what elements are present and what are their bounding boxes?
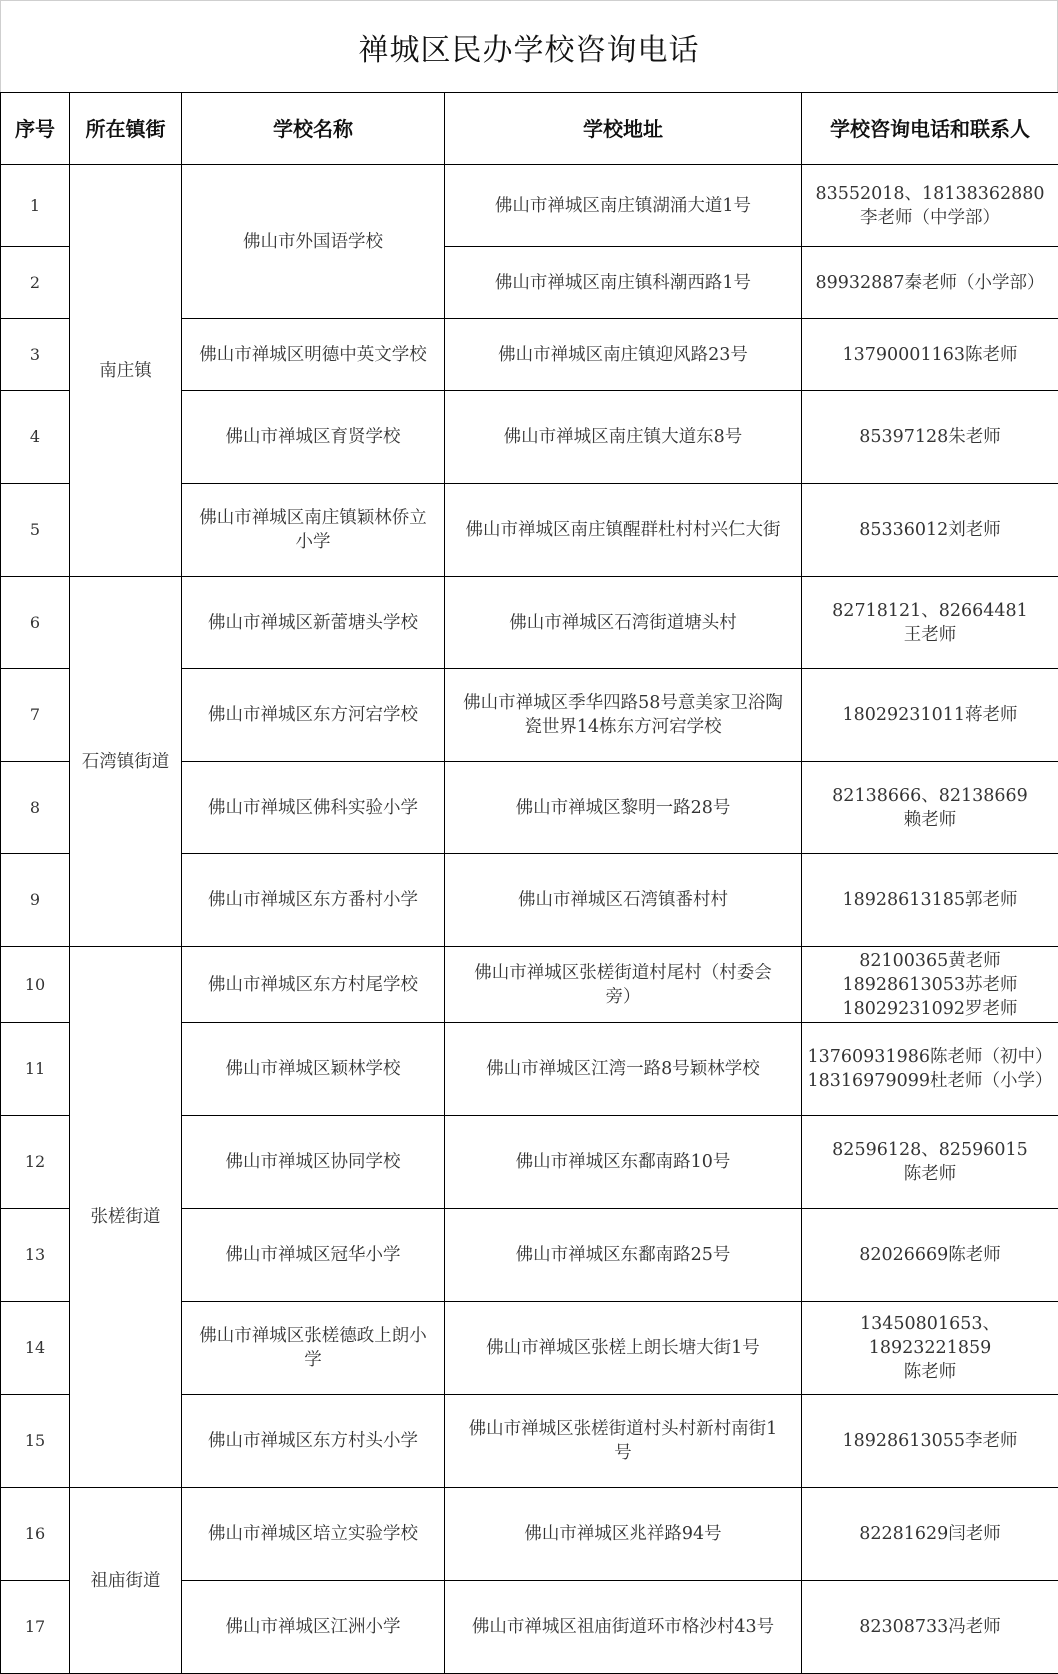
contact-cell: 18928613055李老师	[802, 1395, 1058, 1488]
contact-cell: 89932887秦老师（小学部）	[802, 247, 1058, 319]
row-index: 6	[1, 577, 70, 669]
table-row	[1, 947, 1058, 1023]
header-row	[1, 93, 1058, 165]
row-index: 12	[1, 1116, 70, 1209]
header-address: 学校地址	[445, 93, 802, 165]
row-index: 4	[1, 391, 70, 484]
contact-cell: 85397128朱老师	[802, 391, 1058, 484]
address-cell: 佛山市禅城区石湾镇番村村	[445, 854, 802, 947]
header-index: 序号	[1, 93, 70, 165]
row-index: 16	[1, 1488, 70, 1581]
address-cell: 佛山市禅城区东鄱南路25号	[445, 1209, 802, 1302]
contact-cell: 82596128、82596015 陈老师	[802, 1116, 1058, 1209]
address-cell: 佛山市禅城区黎明一路28号	[445, 762, 802, 854]
row-index: 14	[1, 1302, 70, 1395]
address-cell: 佛山市禅城区南庄镇科潮西路1号	[445, 247, 802, 319]
row-index: 13	[1, 1209, 70, 1302]
contact-cell: 82718121、82664481 王老师	[802, 577, 1058, 669]
address-cell: 佛山市禅城区东鄱南路10号	[445, 1116, 802, 1209]
address-cell: 佛山市禅城区石湾街道塘头村	[445, 577, 802, 669]
header-school-name: 学校名称	[182, 93, 445, 165]
row-index: 17	[1, 1581, 70, 1674]
address-cell: 佛山市禅城区祖庙街道环市格沙村43号	[445, 1581, 802, 1674]
row-index: 3	[1, 319, 70, 391]
row-index: 9	[1, 854, 70, 947]
school-name-cell: 佛山市外国语学校	[182, 165, 445, 319]
address-cell: 佛山市禅城区张槎街道村尾村（村委会 旁）	[445, 947, 802, 1023]
town-cell: 南庄镇	[70, 165, 182, 577]
row-index: 2	[1, 247, 70, 319]
row-index: 15	[1, 1395, 70, 1488]
row-index: 11	[1, 1023, 70, 1116]
table-row	[1, 1488, 1058, 1581]
row-index: 10	[1, 947, 70, 1023]
school-name-cell: 佛山市禅城区南庄镇颖林侨立 小学	[182, 484, 445, 577]
contact-cell: 82138666、82138669 赖老师	[802, 762, 1058, 854]
contact-cell: 82100365黄老师 18928613053苏老师 18029231092罗老师	[802, 947, 1058, 1023]
table-row	[1, 577, 1058, 669]
header-contact: 学校咨询电话和联系人	[802, 93, 1058, 165]
contact-cell: 13790001163陈老师	[802, 319, 1058, 391]
table-row	[1, 165, 1058, 247]
address-cell: 佛山市禅城区南庄镇湖涌大道1号	[445, 165, 802, 247]
school-name-cell: 佛山市禅城区协同学校	[182, 1116, 445, 1209]
school-name-cell: 佛山市禅城区东方村尾学校	[182, 947, 445, 1023]
school-name-cell: 佛山市禅城区颖林学校	[182, 1023, 445, 1116]
contact-cell: 82308733冯老师	[802, 1581, 1058, 1674]
school-name-cell: 佛山市禅城区明德中英文学校	[182, 319, 445, 391]
contact-cell: 13450801653、18923221859 陈老师	[802, 1302, 1058, 1395]
school-name-cell: 佛山市禅城区东方河宕学校	[182, 669, 445, 762]
school-name-cell: 佛山市禅城区张槎德政上朗小 学	[182, 1302, 445, 1395]
school-name-cell: 佛山市禅城区佛科实验小学	[182, 762, 445, 854]
town-cell: 祖庙街道	[70, 1488, 182, 1674]
school-name-cell: 佛山市禅城区冠华小学	[182, 1209, 445, 1302]
row-index: 8	[1, 762, 70, 854]
contact-cell: 18928613185郭老师	[802, 854, 1058, 947]
school-name-cell: 佛山市禅城区培立实验学校	[182, 1488, 445, 1581]
row-index: 7	[1, 669, 70, 762]
school-table	[0, 92, 1058, 1674]
contact-cell: 82281629闫老师	[802, 1488, 1058, 1581]
town-cell: 石湾镇街道	[70, 577, 182, 947]
sheet-title: 禅城区民办学校咨询电话	[0, 0, 1058, 92]
contact-cell: 85336012刘老师	[802, 484, 1058, 577]
address-cell: 佛山市禅城区季华四路58号意美家卫浴陶 瓷世界14栋东方河宕学校	[445, 669, 802, 762]
town-cell: 张槎街道	[70, 947, 182, 1488]
address-cell: 佛山市禅城区南庄镇醒群杜村村兴仁大街	[445, 484, 802, 577]
contact-cell: 83552018、18138362880 李老师（中学部）	[802, 165, 1058, 247]
address-cell: 佛山市禅城区江湾一路8号颖林学校	[445, 1023, 802, 1116]
row-index: 5	[1, 484, 70, 577]
school-name-cell: 佛山市禅城区东方番村小学	[182, 854, 445, 947]
address-cell: 佛山市禅城区南庄镇迎风路23号	[445, 319, 802, 391]
address-cell: 佛山市禅城区张槎上朗长塘大街1号	[445, 1302, 802, 1395]
row-index: 1	[1, 165, 70, 247]
school-name-cell: 佛山市禅城区新蕾塘头学校	[182, 577, 445, 669]
address-cell: 佛山市禅城区张槎街道村头村新村南街1 号	[445, 1395, 802, 1488]
school-name-cell: 佛山市禅城区育贤学校	[182, 391, 445, 484]
address-cell: 佛山市禅城区兆祥路94号	[445, 1488, 802, 1581]
header-town: 所在镇街	[70, 93, 182, 165]
contact-cell: 13760931986陈老师（初中） 18316979099杜老师（小学）	[802, 1023, 1058, 1116]
school-name-cell: 佛山市禅城区江洲小学	[182, 1581, 445, 1674]
contact-cell: 82026669陈老师	[802, 1209, 1058, 1302]
school-name-cell: 佛山市禅城区东方村头小学	[182, 1395, 445, 1488]
contact-cell: 18029231011蒋老师	[802, 669, 1058, 762]
address-cell: 佛山市禅城区南庄镇大道东8号	[445, 391, 802, 484]
